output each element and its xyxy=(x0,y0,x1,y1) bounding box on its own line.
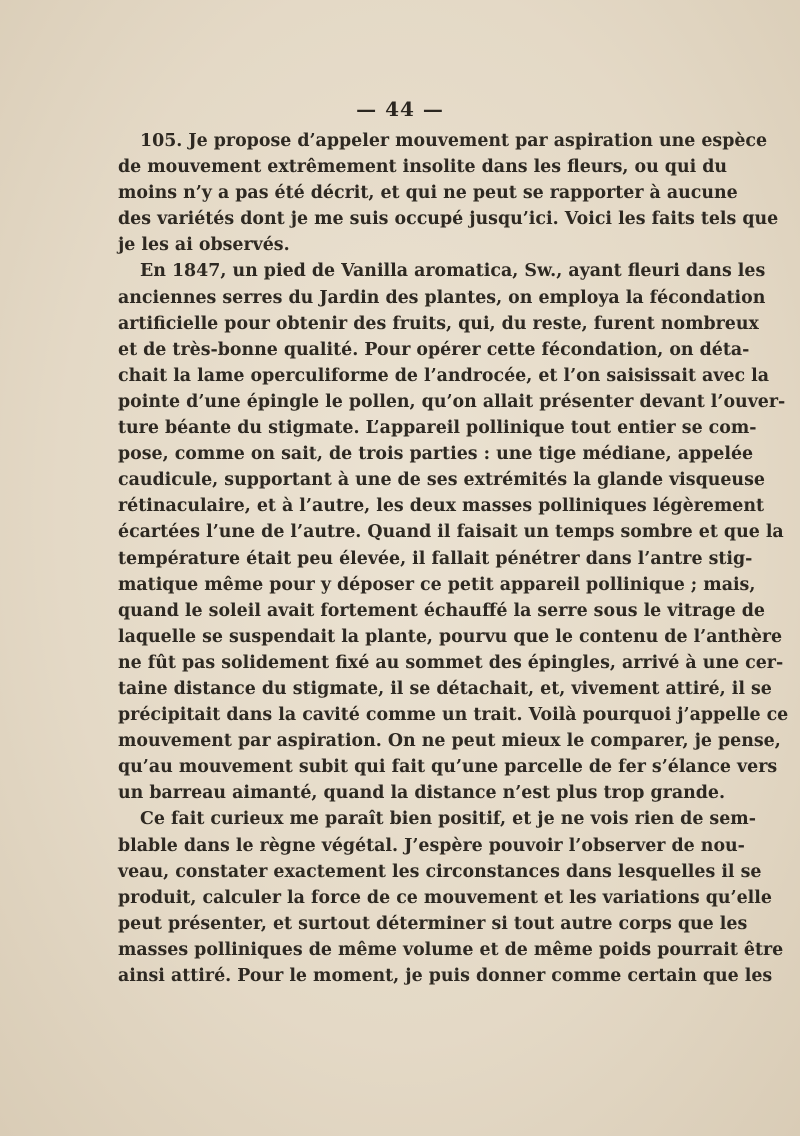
text-line: caudicule, supportant à une de ses extrémités la glande visqueuse xyxy=(118,470,765,491)
text-line: matique même pour y déposer ce petit appareil pollinique ; mais, xyxy=(118,574,756,595)
text-line: anciennes serres du Jardin des plantes, on employa la fécondation xyxy=(118,287,766,308)
text-line: un barreau aimanté, quand la distance n’est plus trop grande. xyxy=(118,783,726,804)
text-line: précipitait dans la cavité comme un trait. Voilà pourquoi j’appelle ce xyxy=(118,705,789,726)
text-line: chait la lame operculiforme de l’androcée, et l’on saisissait avec la xyxy=(118,365,769,386)
text-line: masses polliniques de même volume et de même poids pourrait être xyxy=(118,939,784,960)
text-line: En 1847, un pied de Vanilla aromatica, Sw., ayant fleuri dans les xyxy=(140,261,766,282)
page-number: — 44 — xyxy=(356,97,444,121)
text-line: Ce fait curieux me paraît bien positif, et je ne vois rien de sem- xyxy=(140,809,756,830)
text-line: peut présenter, et surtout déterminer si tout autre corps que les xyxy=(118,913,748,934)
text-line: écartées l’une de l’autre. Quand il faisait un temps sombre et que la xyxy=(118,522,784,543)
text-line: veau, constater exactement les circonstances dans lesquelles il se xyxy=(118,861,762,882)
text-line: 105. Je propose d’appeler mouvement par aspiration une espèce xyxy=(140,131,768,151)
text-line: artificielle pour obtenir des fruits, qui, du reste, furent nombreux xyxy=(118,313,759,334)
text-line: pose, comme on sait, de trois parties : une tige médiane, appelée xyxy=(118,444,754,465)
text-line: pointe d’une épingle le pollen, qu’on allait présenter devant l’ouver- xyxy=(118,391,786,412)
text-line: produit, calculer la force de ce mouvement et les variations qu’elle xyxy=(118,887,772,908)
text-line: laquelle se suspendait la plante, pourvu que le contenu de l’anthère xyxy=(118,626,783,647)
text-line: mouvement par aspiration. On ne peut mieux le comparer, je pense, xyxy=(118,731,781,752)
text-line: moins n’y a pas été décrit, et qui ne peut se rapporter à aucune xyxy=(118,183,738,204)
text-line: rétinaculaire, et à l’autre, les deux masses polliniques légèrement xyxy=(118,496,765,517)
text-line: ne fût pas solidement fixé au sommet des épingles, arrivé à une cer- xyxy=(118,652,784,673)
body-text xyxy=(118,128,789,989)
text-line: ainsi attiré. Pour le moment, je puis donner comme certain que les xyxy=(118,966,773,986)
text-line: quand le soleil avait fortement échauffé la serre sous le vitrage de xyxy=(118,600,765,621)
text-line: température était peu élevée, il fallait pénétrer dans l’antre stig- xyxy=(118,548,753,569)
text-line: et de très-bonne qualité. Pour opérer cette fécondation, on déta- xyxy=(118,339,750,360)
text-line: blable dans le règne végétal. J’espère pouvoir l’observer de nou- xyxy=(118,835,745,856)
text-line: de mouvement extrêmement insolite dans les fleurs, ou qui du xyxy=(118,157,728,178)
text-line: taine distance du stigmate, il se détachait, et, vivement attiré, il se xyxy=(118,678,772,699)
text-line: des variétés dont je me suis occupé jusqu’ici. Voici les faits tels que xyxy=(118,209,779,230)
text-line: qu’au mouvement subit qui fait qu’une parcelle de fer s’élance vers xyxy=(118,757,778,778)
text-line: ture béante du stigmate. L’appareil pollinique tout entier se com- xyxy=(118,418,757,439)
text-line: je les ai observés. xyxy=(118,235,290,256)
